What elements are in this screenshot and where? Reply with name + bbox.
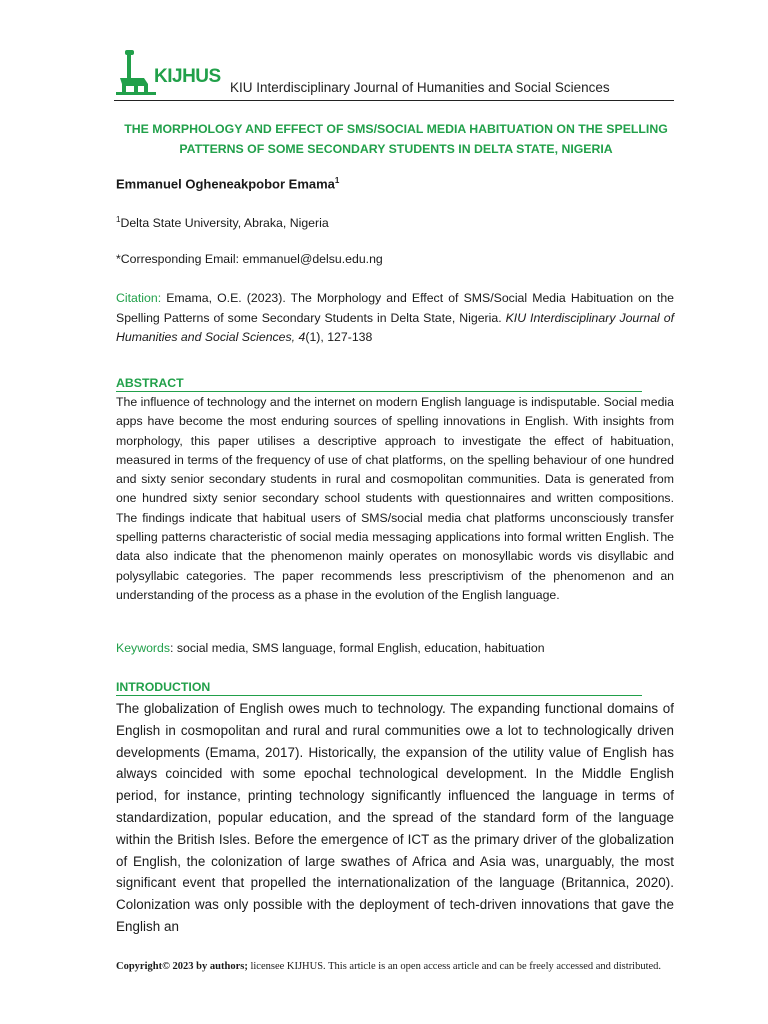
citation-issue: (1), 127-138 xyxy=(305,330,373,344)
author-name: Emmanuel Ogheneakpobor Emama$^1$ xyxy=(116,176,340,192)
keywords-text: : social media, SMS language, formal English, education, habituation xyxy=(170,641,545,655)
affiliation: $^1$Delta State University, Abraka, Nigeria xyxy=(116,215,329,231)
introduction-divider xyxy=(116,695,642,696)
copyright-text: licensee KIJHUS. This article is an open access article and can be freely accessed and distributed. xyxy=(247,961,662,972)
citation xyxy=(116,289,674,348)
copyright-bold: Copyright© 2023 by authors; xyxy=(116,961,248,972)
copyright-footer xyxy=(116,961,676,973)
journal-name: KIU Interdisciplinary Journal of Humanities and Social Sciences xyxy=(230,80,610,95)
keywords xyxy=(116,641,545,655)
journal-header xyxy=(114,48,674,101)
keywords-label: Keywords xyxy=(116,641,170,655)
citation-text: Emama, O.E. (2023). The Morphology and Effect of SMS/Social Media Habituation on the Spelling Patterns of some Secondary Students in Delta State, Nigeria. xyxy=(116,291,674,325)
giraffe-logo-icon xyxy=(114,48,158,98)
author-sup: 1 xyxy=(334,176,340,185)
corresponding-email: *Corresponding Email: emmanuel@delsu.edu.ng xyxy=(116,252,383,266)
introduction-heading: INTRODUCTION xyxy=(116,680,211,694)
journal-logo xyxy=(114,48,224,98)
citation-label: Citation: xyxy=(116,291,162,305)
article-title: THE MORPHOLOGY AND EFFECT OF SMS/SOCIAL MEDIA HABITUATION ON THE SPELLING PATTERNS OF SOME SECONDARY STUDENTS IN DELTA STATE, NIGERIA xyxy=(124,122,668,156)
abstract-text: The influence of technology and the internet on modern English language is indisputable. Social media apps have become the most enduring sources of spelling innovations in English. With insights from morphology, this paper utilises a descriptive approach to investigate the effect of habituation, measured in terms of the frequency of use of chat platforms, on the spelling behaviour of one hundred and sixty senior secondary students in rural and cosmopolitan communities. Data is generated from one hundred sixty senior secondary school students with questionnaires and written compositions. The findings indicate that habitual users of SMS/social media chat platforms unconsciously transfer spelling patterns characteristic of social media messaging applications into formal written English. The data also indicate that the phenomenon mainly operates on monosyllabic words vis disyllabic and polysyllabic categories. The paper recommends less prescriptivism of the phenomenon and an understanding of the process as a phase in the evolution of the English language. xyxy=(116,395,674,602)
logo-wordmark: KIJHUS xyxy=(154,66,221,87)
abstract-heading: ABSTRACT xyxy=(116,376,184,390)
citation-journal: KIU Interdisciplinary Journal of Humanities and Social Sciences, 4 xyxy=(116,310,674,344)
introduction-text: The globalization of English owes much to technology. The expanding functional domains of English in cosmopolitan and rural and rural communities owe a lot to technologically driven developments (Emama, 2017). Historically, the expansion of the utility value of English has always coincided with some epochal technological development. In the Middle English period, for instance, printing technology significantly influenced the language in terms of standardization, popular education, and the spread of the standard form of the language within the British Isles. Before the emergence of ICT as the primary driver of the globalization of English, the colonization of large swathes of Africa and Asia was, unarguably, the most significant event that propelled the internationalization of the language (Britannica, 2020). Colonization was only possible with the deployment of tech-driven innovations that gave the English an xyxy=(116,701,674,934)
affiliation-sup: 1 xyxy=(116,215,121,224)
abstract-divider xyxy=(116,391,642,392)
